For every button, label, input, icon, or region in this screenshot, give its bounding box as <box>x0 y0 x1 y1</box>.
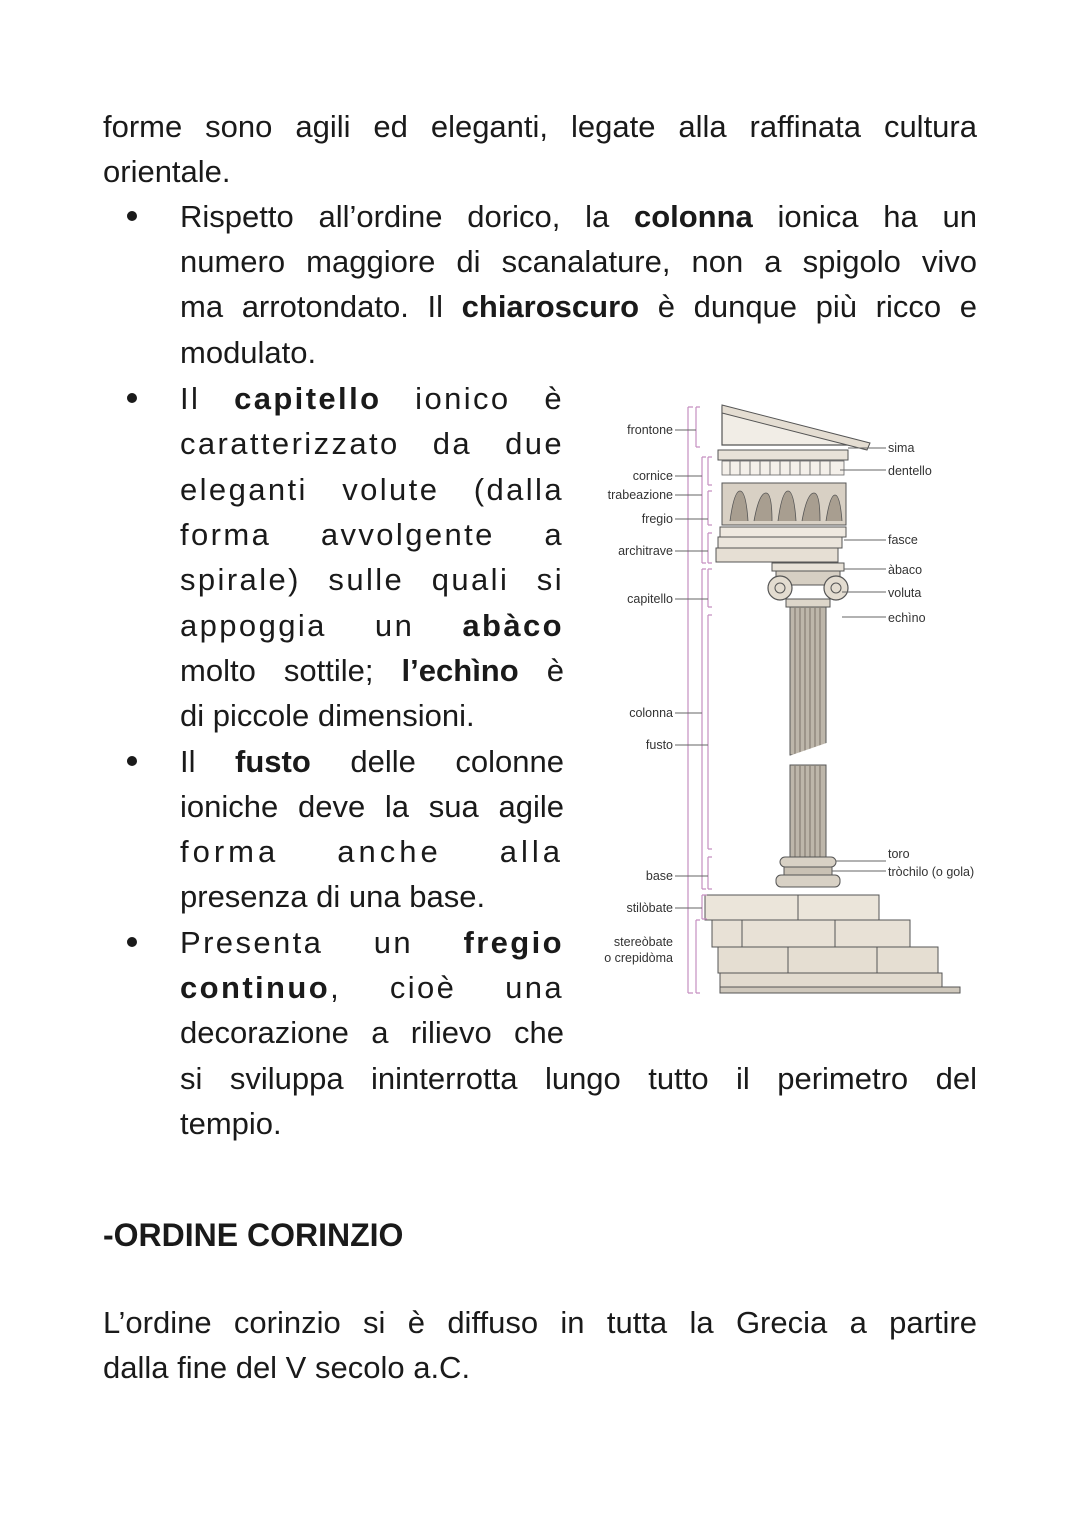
step-2 <box>718 947 938 973</box>
intro-line-1: forme sono agili ed eleganti, legate alla raffinata cultura <box>103 109 977 144</box>
term-colonna: colonna <box>633 199 753 234</box>
label-fasce: fasce <box>888 533 918 547</box>
bullet4-line-5: tempio. <box>180 1106 282 1141</box>
bullet3-line-2: ioniche deve la sua agile <box>180 789 564 824</box>
term-echino: l’echìno <box>401 653 519 688</box>
torus-shape <box>780 857 836 867</box>
bullet2-line-6: appoggia un abàco <box>180 608 564 643</box>
left-labels <box>604 423 673 965</box>
dentils <box>722 461 844 475</box>
capital-neck <box>786 599 830 607</box>
label-architrave: architrave <box>618 544 673 558</box>
term-fregio: fregio <box>463 925 564 960</box>
bullet1-line-1: Rispetto all’ordine dorico, la colonna ionica ha un <box>180 199 977 234</box>
bullet1-line-4: modulato. <box>180 335 317 370</box>
bullet4-line-2: continuo, cioè una <box>180 970 564 1005</box>
corinzio-line-2: dalla fine del V secolo a.C. <box>103 1350 471 1385</box>
label-base: base <box>645 869 673 883</box>
label-frontone: frontone <box>627 423 673 437</box>
label-capitello: capitello <box>627 592 673 606</box>
base-torus-lower <box>776 875 840 887</box>
bullet-dot <box>127 756 137 766</box>
volute-left <box>768 576 792 600</box>
label-trochilo: tròchilo (o gola) <box>888 865 975 879</box>
bullet-dot <box>127 211 137 221</box>
term-continuo: continuo <box>180 970 331 1005</box>
label-stilobate: stilòbate <box>626 901 673 915</box>
label-toro: toro <box>888 847 910 861</box>
cornice-shape <box>718 450 848 460</box>
bullet3-line-1: Il fusto delle colonne <box>180 744 564 779</box>
bullet2-line-8: di piccole dimensioni. <box>180 698 475 733</box>
label-crepidoma: o crepidòma <box>604 951 673 965</box>
term-chiaroscuro: chiaroscuro <box>461 289 640 324</box>
term-abaco: abàco <box>462 608 564 643</box>
bullet3-line-3: forma anche alla <box>180 834 564 869</box>
volute-right <box>824 576 848 600</box>
intro-line-2: orientale. <box>103 154 231 189</box>
right-labels <box>888 441 974 879</box>
label-abaco: àbaco <box>888 563 923 577</box>
bullet3-line-4: presenza di una base. <box>180 879 486 914</box>
bullet2-line-5: spirale) sulle quali si <box>180 562 564 597</box>
step-3 <box>720 973 942 987</box>
label-echino: echìno <box>888 611 926 625</box>
architrave-fascia-3 <box>716 548 838 562</box>
bullet2-line-3: eleganti volute (dalla <box>180 472 564 507</box>
label-dentello: dentello <box>888 464 932 478</box>
temple-illustration <box>705 405 960 993</box>
corinzio-line-1: L’ordine corinzio si è diffuso in tutta la Grecia a partire <box>103 1305 977 1340</box>
trochilus-shape <box>784 867 832 875</box>
label-stereobate: stereòbate <box>613 935 673 949</box>
architrave-fascia-1 <box>720 527 846 537</box>
label-cornice: cornice <box>632 469 673 483</box>
bullet4-line-1: Presenta un fregio <box>180 925 564 960</box>
bullet2-line-2: caratterizzato da due <box>180 426 564 461</box>
architrave-fascia-2 <box>718 537 842 548</box>
stylobate-shape <box>705 895 879 920</box>
bullet4-line-4: si sviluppa ininterrotta lungo tutto il perimetro del <box>180 1061 977 1096</box>
term-fusto: fusto <box>235 744 311 779</box>
bullet4-line-3: decorazione a rilievo che <box>180 1015 564 1050</box>
bullet-dot <box>127 937 137 947</box>
label-trabeazione: trabeazione <box>607 488 673 502</box>
label-voluta: voluta <box>888 586 922 600</box>
label-fregio: fregio <box>641 512 673 526</box>
bullet2-line-7: molto sottile; l’echìno è <box>180 653 564 688</box>
ionic-order-diagram <box>590 395 990 1005</box>
abacus-shape <box>772 563 844 571</box>
label-sima: sima <box>888 441 915 455</box>
bullet1-line-2: numero maggiore di scanalature, non a spigolo vivo <box>180 244 977 279</box>
label-colonna: colonna <box>629 706 673 720</box>
bullet1-line-3: ma arrotondato. Il chiaroscuro è dunque più ricco e <box>180 289 978 324</box>
section-heading: -ORDINE CORINZIO <box>103 1217 404 1253</box>
bullet-dot <box>127 393 137 403</box>
label-fusto: fusto <box>645 738 673 752</box>
bullet2-line-1: Il capitello ionico è <box>180 381 564 416</box>
term-capitello: capitello <box>234 381 382 416</box>
bullet2-line-4: forma avvolgente a <box>180 517 564 552</box>
